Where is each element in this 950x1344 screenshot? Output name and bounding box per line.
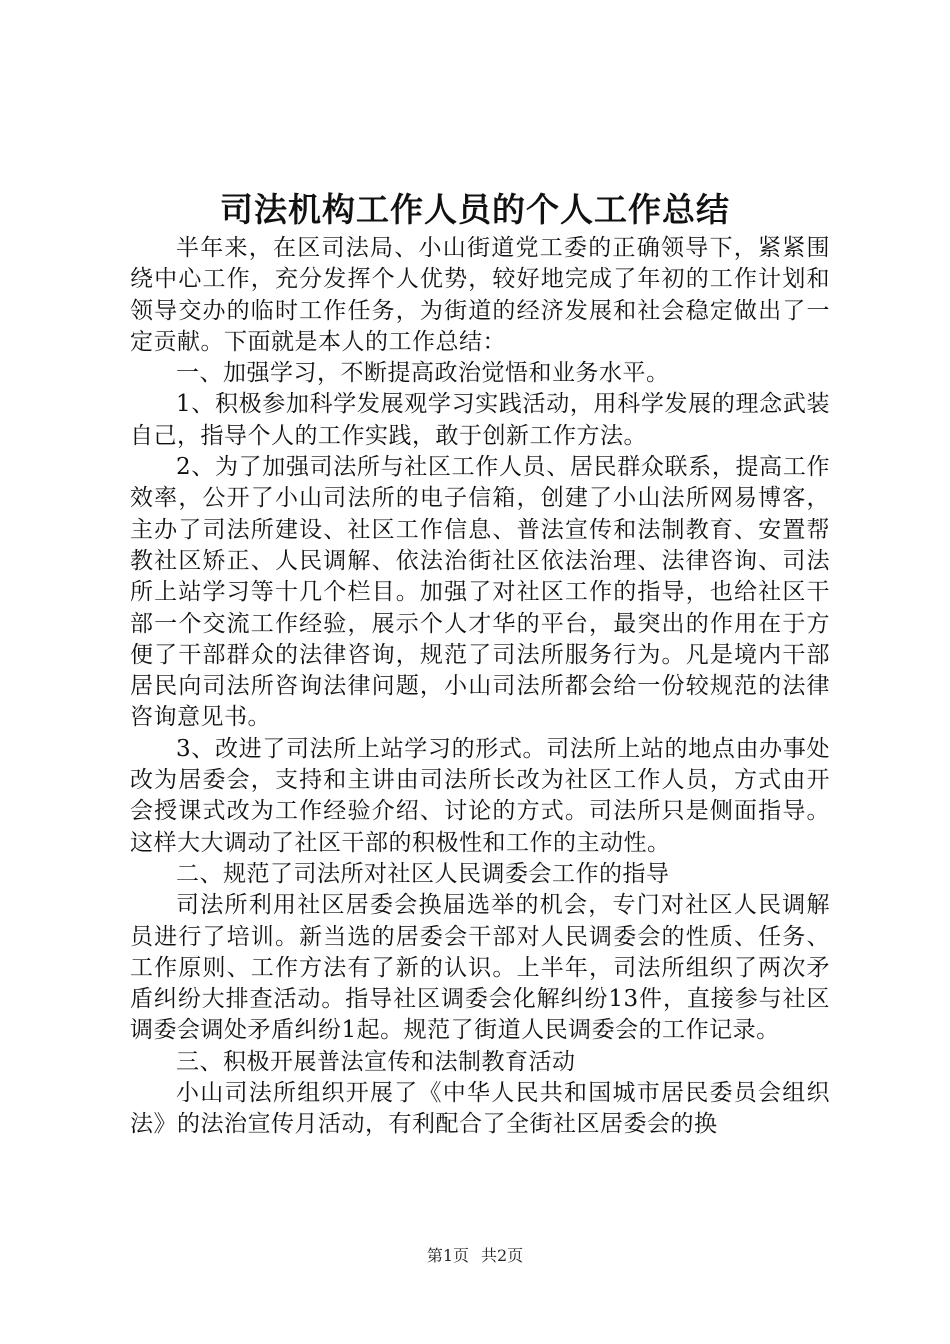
page-footer — [0, 1245, 950, 1267]
section-heading-2: 二、规范了司法所对社区人民调委会工作的指导 — [176, 860, 670, 887]
section-heading-3: 三、积极开展普法宣传和法制教育活动 — [176, 1048, 576, 1075]
paragraph-item-3: 3、改进了司法所上站学习的形式。司法所上站的地点由办事处改为居委会，支持和主讲由司法所长改为社区工作人员，方式由开会授课式改为工作经验介绍、讨论的方式。司法所只是侧面指导。这样大大调动了社区干部的积极性和工作的主动性。 — [130, 735, 830, 856]
paragraph-mediation: 司法所利用社区居委会换届选举的机会，专门对社区人民调解员进行了培训。新当选的居委会干部对人民调委会的性质、任务、工作原则、工作方法有了新的认识。上半年，司法所组织了两次矛盾纠纷大排查活动。指导社区调委会化解纠纷13件，直接参与社区调委会调处矛盾纠纷1起。规范了街道人民调委会的工作记录。 — [130, 892, 830, 1044]
section-heading-1: 一、加强学习，不断提高政治觉悟和业务水平。 — [176, 360, 670, 387]
document-body — [130, 233, 830, 1141]
paragraph-legal-education: 小山司法所组织开展了《中华人民共和国城市居民委员会组织法》的法治宣传月活动，有利配合了全街社区居委会的换 — [130, 1080, 830, 1138]
document-title: 司法机构工作人员的个人工作总结 — [220, 190, 730, 229]
paragraph-intro: 半年来，在区司法局、小山街道党工委的正确领导下，紧紧围绕中心工作，充分发挥个人优势，较好地完成了年初的工作计划和领导交办的临时工作任务，为街道的经济发展和社会稳定做出了一定贡献。下面就是本人的工作总结： — [130, 235, 830, 355]
paragraph-item-1: 1、积极参加科学发展观学习实践活动，用科学发展的理念武装自己，指导个人的工作实践，敢于创新工作方法。 — [130, 391, 830, 449]
page-number: 第1页 — [426, 1246, 469, 1265]
paragraph-item-2: 2、为了加强司法所与社区工作人员、居民群众联系，提高工作效率，公开了小山司法所的电子信箱，创建了小山法所网易博客，主办了司法所建设、社区工作信息、普法宣传和法制教育、安置帮教社区矫正、人民调解、依法治街社区依法治理、法律咨询、司法所上站学习等十几个栏目。加强了对社区工作的指导，也给社区干部一个交流工作经验，展示个人才华的平台，最突出的作用在于方便了干部群众的法律咨询，规范了司法所服务行为。凡是境内干部居民向司法所咨询法律问题，小山司法所都会给一份较规范的法律咨询意见书。 — [130, 454, 830, 731]
page-total: 共2页 — [481, 1246, 524, 1265]
